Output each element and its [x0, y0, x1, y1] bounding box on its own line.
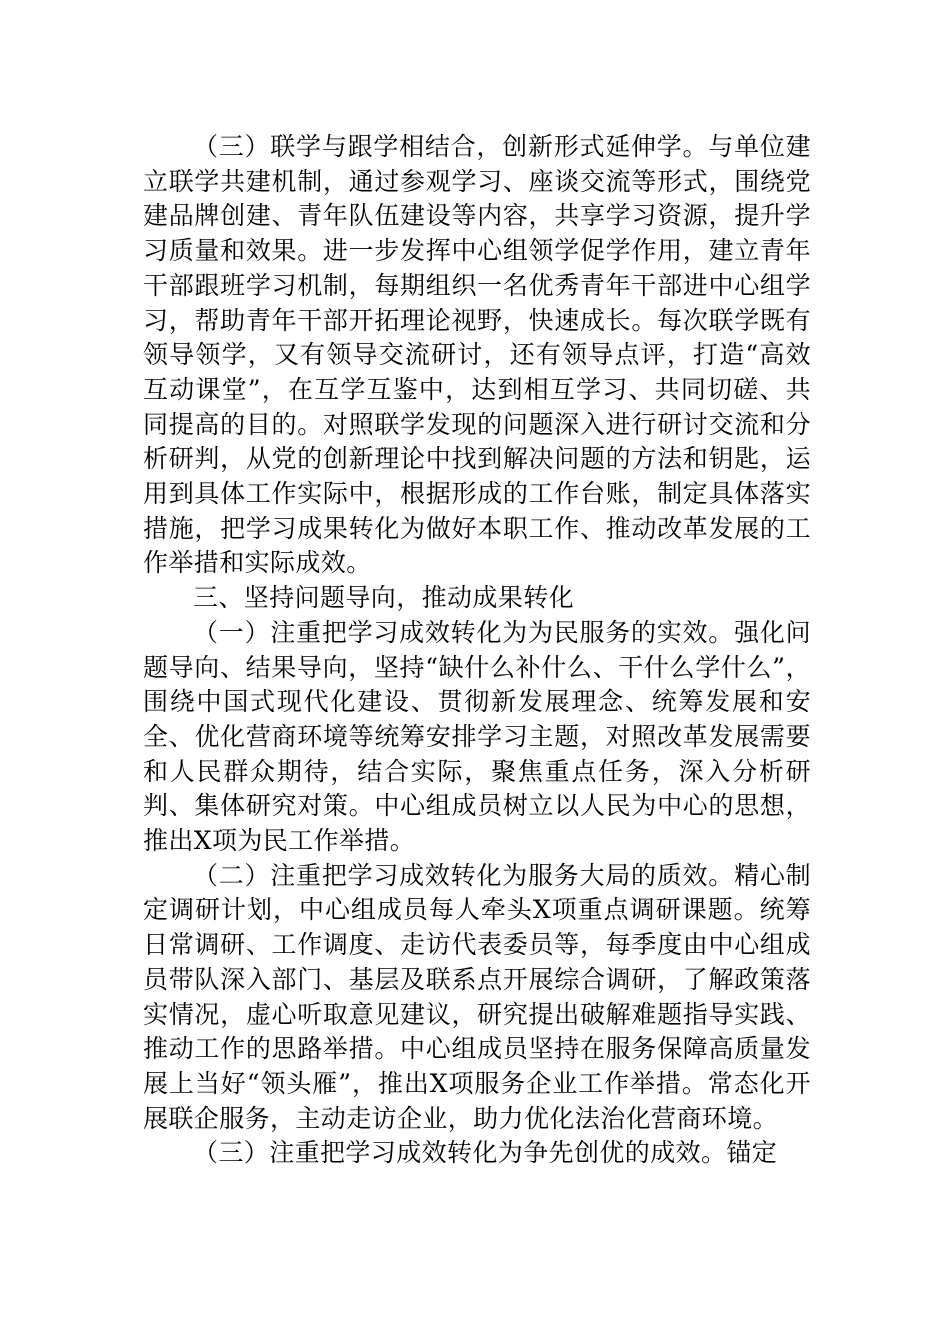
- document-body: [143, 130, 811, 1171]
- paragraph-people-service: （一）注重把学习成效转化为为民服务的实效。强化问题导向、结果导向，坚持“缺什么补什么、干什么学什么”，围绕中国式现代化建设、贯彻新发展理念、统筹发展和安全、优化营商环境等统筹安排学习主题，对照改革发展需要和人民群众期待，结合实际，聚焦重点任务，深入分析研判、集体研究对策。中心组成员树立以人民为中心的思想，推出X项为民工作举措。: [143, 617, 811, 856]
- section-heading: 三、坚持问题导向，推动成果转化: [193, 583, 575, 613]
- paragraph-joint-learning: （三）联学与跟学相结合，创新形式延伸学。与单位建立联学共建机制，通过参观学习、座谈交流等形式，围绕党建品牌创建、青年队伍建设等内容，共享学习资源，提升学习质量和效果。进一步发挥中心组领学促学作用，建立青年干部跟班学习机制，每期组织一名优秀青年干部进中心组学习，帮助青年干部开拓理论视野，快速成长。每次联学既有领导领学，又有领导交流研讨，还有领导点评，打造“高效互动课堂”，在互学互鉴中，达到相互学习、共同切磋、共同提高的目的。对照联学发现的问题深入进行研讨交流和分析研判，从党的创新理论中找到解决问题的方法和钥匙，运用到具体工作实际中，根据形成的工作台账，制定具体落实措施，把学习成果转化为做好本职工作、推动改革发展的工作举措和实际成效。: [143, 132, 811, 578]
- paragraph-excellence: （三）注重把学习成效转化为争先创优的成效。锚定: [193, 1138, 778, 1168]
- paragraph-overall-service: （二）注重把学习成效转化为服务大局的质效。精心制定调研计划，中心组成员每人牵头X项重点调研课题。统筹日常调研、工作调度、走访代表委员等，每季度由中心组成员带队深入部门、基层及联系点开展综合调研，了解政策落实情况，虚心听取意见建议，研究提出破解难题指导实践、推动工作的思路举措。中心组成员坚持在服务保障高质量发展上当好“领头雁”，推出X项服务企业工作举措。常态化开展联企服务，主动走访企业，助力优化法治化营商环境。: [143, 860, 811, 1133]
